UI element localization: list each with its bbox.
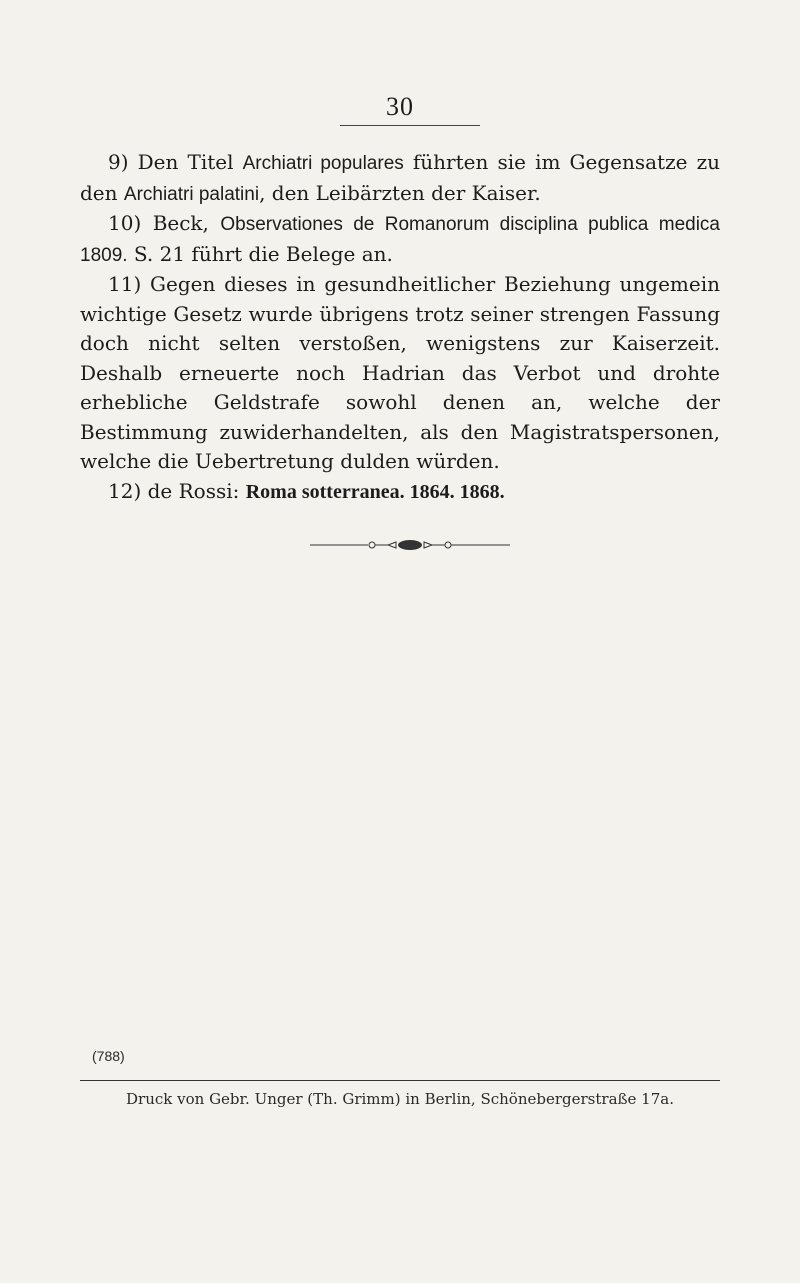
divider-ornament [310, 537, 510, 553]
footnote-10-lead: 10) Beck, [108, 211, 221, 235]
footnote-9-latin: Archiatri populares [242, 153, 404, 174]
footnote-12-lead: 12) de Rossi: [108, 478, 246, 503]
footnote-10 [80, 209, 720, 270]
page-number: 30 [386, 92, 414, 121]
footnote-9-tail: , den Leibärzten der Kaiser. [259, 180, 541, 205]
footnote-10-latin: Observationes de Romanorum disciplina publica medica 1809. [80, 214, 720, 266]
footnote-10-tail: S. 21 führt die Belege an. [127, 241, 393, 266]
print-code: (788) [92, 1048, 125, 1064]
header-rule [340, 125, 480, 126]
footer-rule [80, 1080, 720, 1081]
footnote-9-lead: 9) Den Titel [108, 150, 243, 174]
footnotes [80, 148, 720, 507]
footnote-11: 11) Gegen dieses in gesundheitlicher Beziehung ungemein wichtige Gesetz wurde übrigens trotz seiner strengen Fassung doch nicht selten verstoßen, wenigstens zur Kaiserzeit. Deshalb erneuerte noch Hadrian das Verbot und drohte erhebliche Geldstrafe sowohl denen an, welche der Bestimmung zuwiderhandelten, als den Magistratspersonen, welche die Uebertretung dulden würden. [80, 272, 720, 473]
footnote-9 [80, 148, 720, 209]
footnote-12-latin: Roma sotterranea. 1864. 1868. [245, 480, 505, 503]
imprint: Druck von Gebr. Unger (Th. Grimm) in Berlin, Schönebergerstraße 17a. [126, 1090, 674, 1108]
footnote-9-latin-2: Archiatri palatini [123, 183, 260, 205]
footnote-12 [80, 477, 720, 508]
footnote-9-mid: führten sie im Gegensatze zu den [80, 150, 720, 205]
